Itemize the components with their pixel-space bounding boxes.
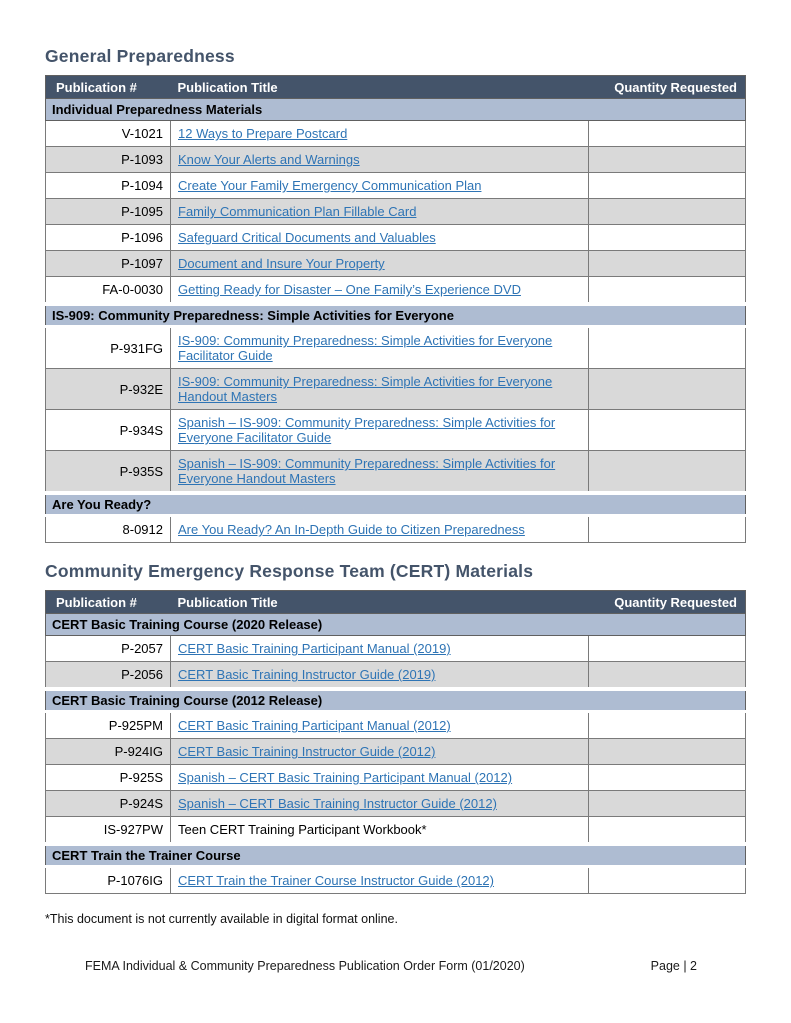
publication-number-cell: V-1021 (46, 121, 171, 147)
publication-title-link[interactable]: Getting Ready for Disaster – One Family’s Experience DVD (178, 282, 521, 297)
publication-title-link[interactable]: Spanish – IS-909: Community Preparedness: Simple Activities for Everyone Handout Masters (178, 456, 556, 486)
publication-row-p-924s (46, 791, 746, 817)
table-heading-community-emergency-response-team-cert-materials: Community Emergency Response Team (CERT) Materials (45, 561, 534, 581)
publication-row-p-2056 (46, 662, 746, 690)
publication-title-cell (171, 121, 589, 147)
publication-number-cell: P-1097 (46, 251, 171, 277)
column-header-publication: Publication # (46, 76, 171, 99)
publication-title-link[interactable]: Spanish – CERT Basic Training Participant Manual (2012) (178, 770, 513, 785)
publication-number-cell: P-934S (46, 410, 171, 451)
publication-row-p-935s (46, 451, 746, 494)
publication-title-link[interactable]: Know Your Alerts and Warnings (178, 152, 360, 167)
quantity-requested-cell[interactable] (589, 173, 746, 199)
section-row-cert-train-the-trainer-course (46, 844, 746, 867)
publication-number-cell: P-1095 (46, 199, 171, 225)
publication-row-p-931fg (46, 327, 746, 369)
quantity-requested-cell[interactable] (589, 327, 746, 369)
quantity-requested-cell[interactable] (589, 251, 746, 277)
table-header-row (46, 591, 746, 614)
publication-number-cell: P-925S (46, 765, 171, 791)
publication-number-cell: P-935S (46, 451, 171, 494)
publication-title-link[interactable]: Document and Insure Your Property (178, 256, 385, 271)
publication-row-p-1097 (46, 251, 746, 277)
publication-title-link[interactable]: Spanish – CERT Basic Training Instructor Guide (2012) (178, 796, 497, 811)
publication-number-cell: 8-0912 (46, 516, 171, 543)
publication-row-p-1095 (46, 199, 746, 225)
publication-title-cell (171, 791, 589, 817)
quantity-requested-cell[interactable] (589, 369, 746, 410)
column-header-publication-title: Publication Title (171, 76, 589, 99)
publication-row-p-932e (46, 369, 746, 410)
publication-title-link[interactable]: IS-909: Community Preparedness: Simple Activities for Everyone Handout Masters (178, 374, 553, 404)
publication-title-cell (171, 173, 589, 199)
quantity-requested-cell[interactable] (589, 451, 746, 494)
section-row-individual-preparedness-materials (46, 99, 746, 121)
publication-title-link[interactable]: CERT Basic Training Participant Manual (2012) (178, 718, 451, 733)
publication-row-8-0912 (46, 516, 746, 543)
publication-title-link[interactable]: Family Communication Plan Fillable Card (178, 204, 417, 219)
publication-title-link[interactable]: CERT Train the Trainer Course Instructor Guide (2012) (178, 873, 494, 888)
publication-number-cell: P-1094 (46, 173, 171, 199)
footer-title: FEMA Individual & Community Preparedness Publication Order Form (01/2020) (85, 959, 525, 973)
quantity-requested-cell[interactable] (589, 712, 746, 739)
publication-title-link[interactable]: Safeguard Critical Documents and Valuables (178, 230, 436, 245)
section-row-are-you-ready (46, 493, 746, 516)
publication-title-link[interactable]: CERT Basic Training Participant Manual (2019) (178, 641, 451, 656)
publication-title-cell (171, 277, 589, 305)
table-header-row (46, 76, 746, 99)
page-number: Page | 2 (650, 959, 697, 973)
publication-number-cell: P-2056 (46, 662, 171, 690)
publication-title-link[interactable]: Create Your Family Emergency Communication Plan (178, 178, 482, 193)
publication-title-cell (171, 712, 589, 739)
quantity-requested-cell[interactable] (589, 791, 746, 817)
section-label: CERT Basic Training Course (2020 Release) (46, 614, 746, 636)
publication-title-link[interactable]: CERT Basic Training Instructor Guide (2012) (178, 744, 436, 759)
publication-row-p-925s (46, 765, 746, 791)
table-heading-general-preparedness: General Preparedness (45, 46, 235, 66)
publication-title-link[interactable]: IS-909: Community Preparedness: Simple Activities for Everyone Facilitator Guide (178, 333, 553, 363)
publications-table-general-preparedness (45, 75, 746, 543)
publication-title-cell (171, 662, 589, 690)
publication-title-cell (171, 636, 589, 662)
quantity-requested-cell[interactable] (589, 739, 746, 765)
publication-row-p-2057 (46, 636, 746, 662)
publication-title-link[interactable]: Spanish – IS-909: Community Preparedness: Simple Activities for Everyone Facilitator Guide (178, 415, 556, 445)
publication-number-cell: P-924IG (46, 739, 171, 765)
publication-title-cell (171, 516, 589, 543)
table-block-community-emergency-response-team-cert-materials (45, 561, 745, 894)
publication-title-link[interactable]: 12 Ways to Prepare Postcard (178, 126, 348, 141)
publication-number-cell: P-2057 (46, 636, 171, 662)
publication-title-cell (171, 817, 589, 845)
publication-title-link[interactable]: CERT Basic Training Instructor Guide (2019) (178, 667, 436, 682)
column-header-quantity-requested: Quantity Requested (589, 591, 746, 614)
quantity-requested-cell[interactable] (589, 410, 746, 451)
section-label: CERT Basic Training Course (2012 Release) (46, 689, 746, 712)
column-header-publication-title: Publication Title (171, 591, 589, 614)
publication-title-cell (171, 147, 589, 173)
publication-number-cell: IS-927PW (46, 817, 171, 845)
publication-title-cell (171, 251, 589, 277)
publication-title-link[interactable]: Are You Ready? An In-Depth Guide to Citizen Preparedness (178, 522, 525, 537)
section-row-is-909-community-preparedness-simple-activities-for-everyone (46, 304, 746, 327)
section-label: IS-909: Community Preparedness: Simple Activities for Everyone (46, 304, 746, 327)
publication-title-cell (171, 327, 589, 369)
publication-number-cell: FA-0-0030 (46, 277, 171, 305)
publications-table-community-emergency-response-team-cert-materials (45, 590, 746, 894)
quantity-requested-cell[interactable] (589, 121, 746, 147)
publication-number-cell: P-1096 (46, 225, 171, 251)
footnote: *This document is not currently available in digital format online. (45, 912, 398, 926)
column-header-quantity-requested: Quantity Requested (589, 76, 746, 99)
publication-row-p-1096 (46, 225, 746, 251)
publication-row-p-934s (46, 410, 746, 451)
publication-row-is-927pw (46, 817, 746, 845)
publication-row-v-1021 (46, 121, 746, 147)
quantity-requested-cell[interactable] (589, 225, 746, 251)
quantity-requested-cell[interactable] (589, 277, 746, 305)
publication-number-cell: P-932E (46, 369, 171, 410)
publication-row-p-1076ig (46, 867, 746, 894)
publication-title-cell (171, 765, 589, 791)
publication-row-p-924ig (46, 739, 746, 765)
publication-number-cell: P-931FG (46, 327, 171, 369)
publication-title-cell (171, 225, 589, 251)
publication-title-cell (171, 867, 589, 894)
section-label: Are You Ready? (46, 493, 746, 516)
quantity-requested-cell[interactable] (589, 636, 746, 662)
section-row-cert-basic-training-course-2012-release (46, 689, 746, 712)
table-block-general-preparedness (45, 46, 745, 543)
publication-title-cell (171, 199, 589, 225)
publication-number-cell: P-925PM (46, 712, 171, 739)
publication-title-cell (171, 369, 589, 410)
publication-number-cell: P-1076IG (46, 867, 171, 894)
quantity-requested-cell[interactable] (589, 662, 746, 690)
publication-title-cell (171, 410, 589, 451)
quantity-requested-cell[interactable] (589, 867, 746, 894)
publication-title-cell (171, 739, 589, 765)
page-footer (45, 959, 745, 973)
publication-title-text: Teen CERT Training Participant Workbook* (178, 822, 427, 837)
publication-tables (45, 46, 745, 894)
quantity-requested-cell[interactable] (589, 147, 746, 173)
section-label: CERT Train the Trainer Course (46, 844, 746, 867)
quantity-requested-cell[interactable] (589, 817, 746, 845)
publication-row-p-1093 (46, 147, 746, 173)
quantity-requested-cell[interactable] (589, 199, 746, 225)
publication-title-cell (171, 451, 589, 494)
section-label: Individual Preparedness Materials (46, 99, 746, 121)
publication-row-fa-0-0030 (46, 277, 746, 305)
publication-number-cell: P-924S (46, 791, 171, 817)
quantity-requested-cell[interactable] (589, 516, 746, 543)
column-header-publication: Publication # (46, 591, 171, 614)
section-row-cert-basic-training-course-2020-release (46, 614, 746, 636)
publication-row-p-1094 (46, 173, 746, 199)
quantity-requested-cell[interactable] (589, 765, 746, 791)
publication-number-cell: P-1093 (46, 147, 171, 173)
publication-row-p-925pm (46, 712, 746, 739)
